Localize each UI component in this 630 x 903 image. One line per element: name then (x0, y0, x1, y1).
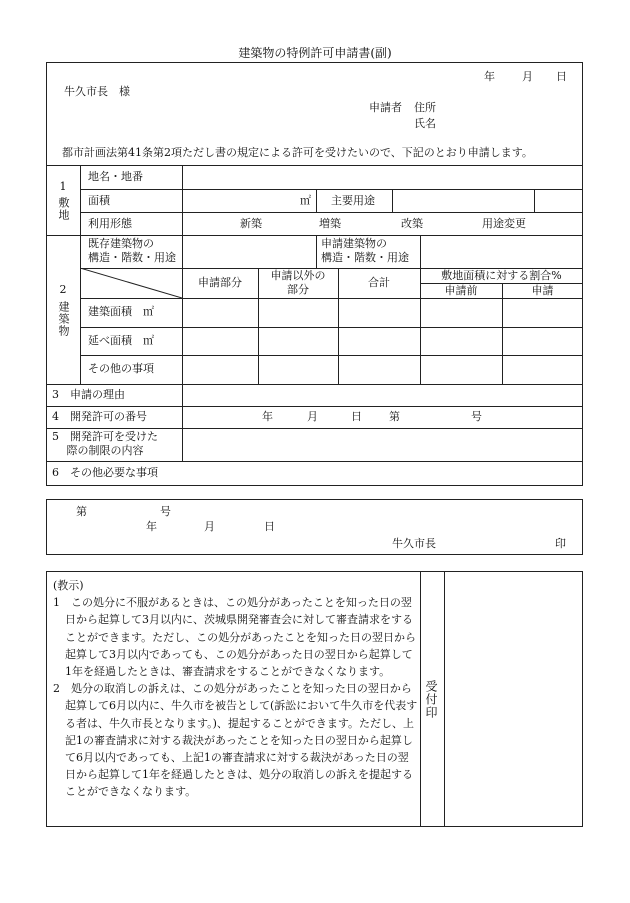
notice-item-1: 1 この処分に不服があるときは、この処分があったことを知った日の翌日から起算して3月以内に、茨城県開発審査会に対して審査請求をすることができます。ただし、この処分があったことを知った日の翌日から起算して3月以内であっても、この処分があった日の翌日から起算して1年を経過したときは、審査請求をすることができなくなります。 (53, 596, 417, 679)
section5-label: 5 開発許可を受けた 際の制限の内容 (52, 430, 158, 457)
section6-label: 6 その他必要な事項 (52, 466, 158, 479)
address-label: 住所 (414, 101, 436, 114)
row-floor-area: 延べ面積 ㎡ (88, 334, 154, 347)
permit-dai: 第 (76, 505, 87, 518)
section4-go: 号 (471, 410, 482, 423)
section4-day: 日 (351, 410, 362, 423)
main-use-label: 主要用途 (331, 194, 375, 207)
col-total: 合計 (368, 276, 390, 289)
applicant-label: 申請者 (369, 101, 402, 114)
col-ratio: 敷地面積に対する割合% (441, 269, 562, 282)
usage-option-change: 用途変更 (482, 217, 526, 230)
applied-building-label: 申請建築物の 構造・階数・用途 (321, 237, 409, 264)
permit-year: 年 (146, 520, 157, 533)
permit-box (46, 499, 583, 555)
usage-label: 利用形態 (88, 217, 132, 230)
permit-month: 月 (204, 520, 215, 533)
application-statement: 都市計画法第41条第2項ただし書の規定による許可を受けたいので、下記のとおり申請します。 (62, 146, 533, 159)
permit-go: 号 (160, 505, 171, 518)
name-label: 氏名 (414, 117, 436, 130)
section1-number: 1 (59, 180, 67, 193)
permit-mayor: 牛久市長 (392, 537, 436, 550)
permit-day: 日 (264, 520, 275, 533)
usage-option-rebuild: 改築 (401, 217, 423, 230)
area-label: 面積 (88, 194, 110, 207)
existing-building-label: 既存建築物の 構造・階数・用途 (88, 237, 176, 264)
section2-label: 建築物 (57, 301, 70, 337)
area-unit: ㎡ (300, 194, 311, 207)
section4-label: 4 開発許可の番号 (52, 410, 147, 423)
col-other-part: 申請以外の 部分 (270, 269, 326, 296)
col-applied-part: 申請部分 (198, 276, 242, 289)
date-year: 年 (484, 70, 495, 83)
section1-label: 敷地 (57, 197, 70, 221)
permit-seal: 印 (555, 537, 566, 550)
diagonal-line (80, 268, 182, 298)
date-month: 月 (522, 70, 533, 83)
col-before: 申請前 (444, 284, 478, 297)
section4-dai: 第 (389, 410, 400, 423)
date-day: 日 (556, 70, 567, 83)
section3-label: 3 申請の理由 (52, 388, 125, 401)
page-title: 建築物の特例許可申請書(副) (238, 46, 392, 60)
lot-label: 地名・地番 (88, 170, 143, 183)
receipt-stamp-label: 受付印 (424, 680, 438, 719)
row-building-area: 建築面積 ㎡ (88, 305, 154, 318)
notice-heading: (教示) (53, 579, 84, 592)
row-other: その他の事項 (88, 362, 154, 375)
usage-option-extension: 増築 (319, 217, 341, 230)
notice-item-2: 2 処分の取消しの訴えは、この処分があったことを知った日の翌日から起算して6月以内に、牛久市を被告として(訴訟において牛久市を代表する者は、牛久市長となります。)、提起することができます。ただし、上記1の審査請求に対する裁決があったことを知った日の翌日から起算して6月以内であっても、上記1の審査請求に対する裁決があった日の翌日から起算して1年を経過したときは、処分の取消しの訴えを提起することができなくなります。 (53, 682, 418, 799)
addressee: 牛久市長 様 (64, 85, 130, 98)
section2-number: 2 (59, 283, 67, 296)
section4-year: 年 (262, 410, 273, 423)
usage-option-new: 新築 (240, 217, 262, 230)
col-after: 申請 (531, 284, 554, 297)
notice-text (53, 577, 419, 801)
section4-month: 月 (307, 410, 318, 423)
